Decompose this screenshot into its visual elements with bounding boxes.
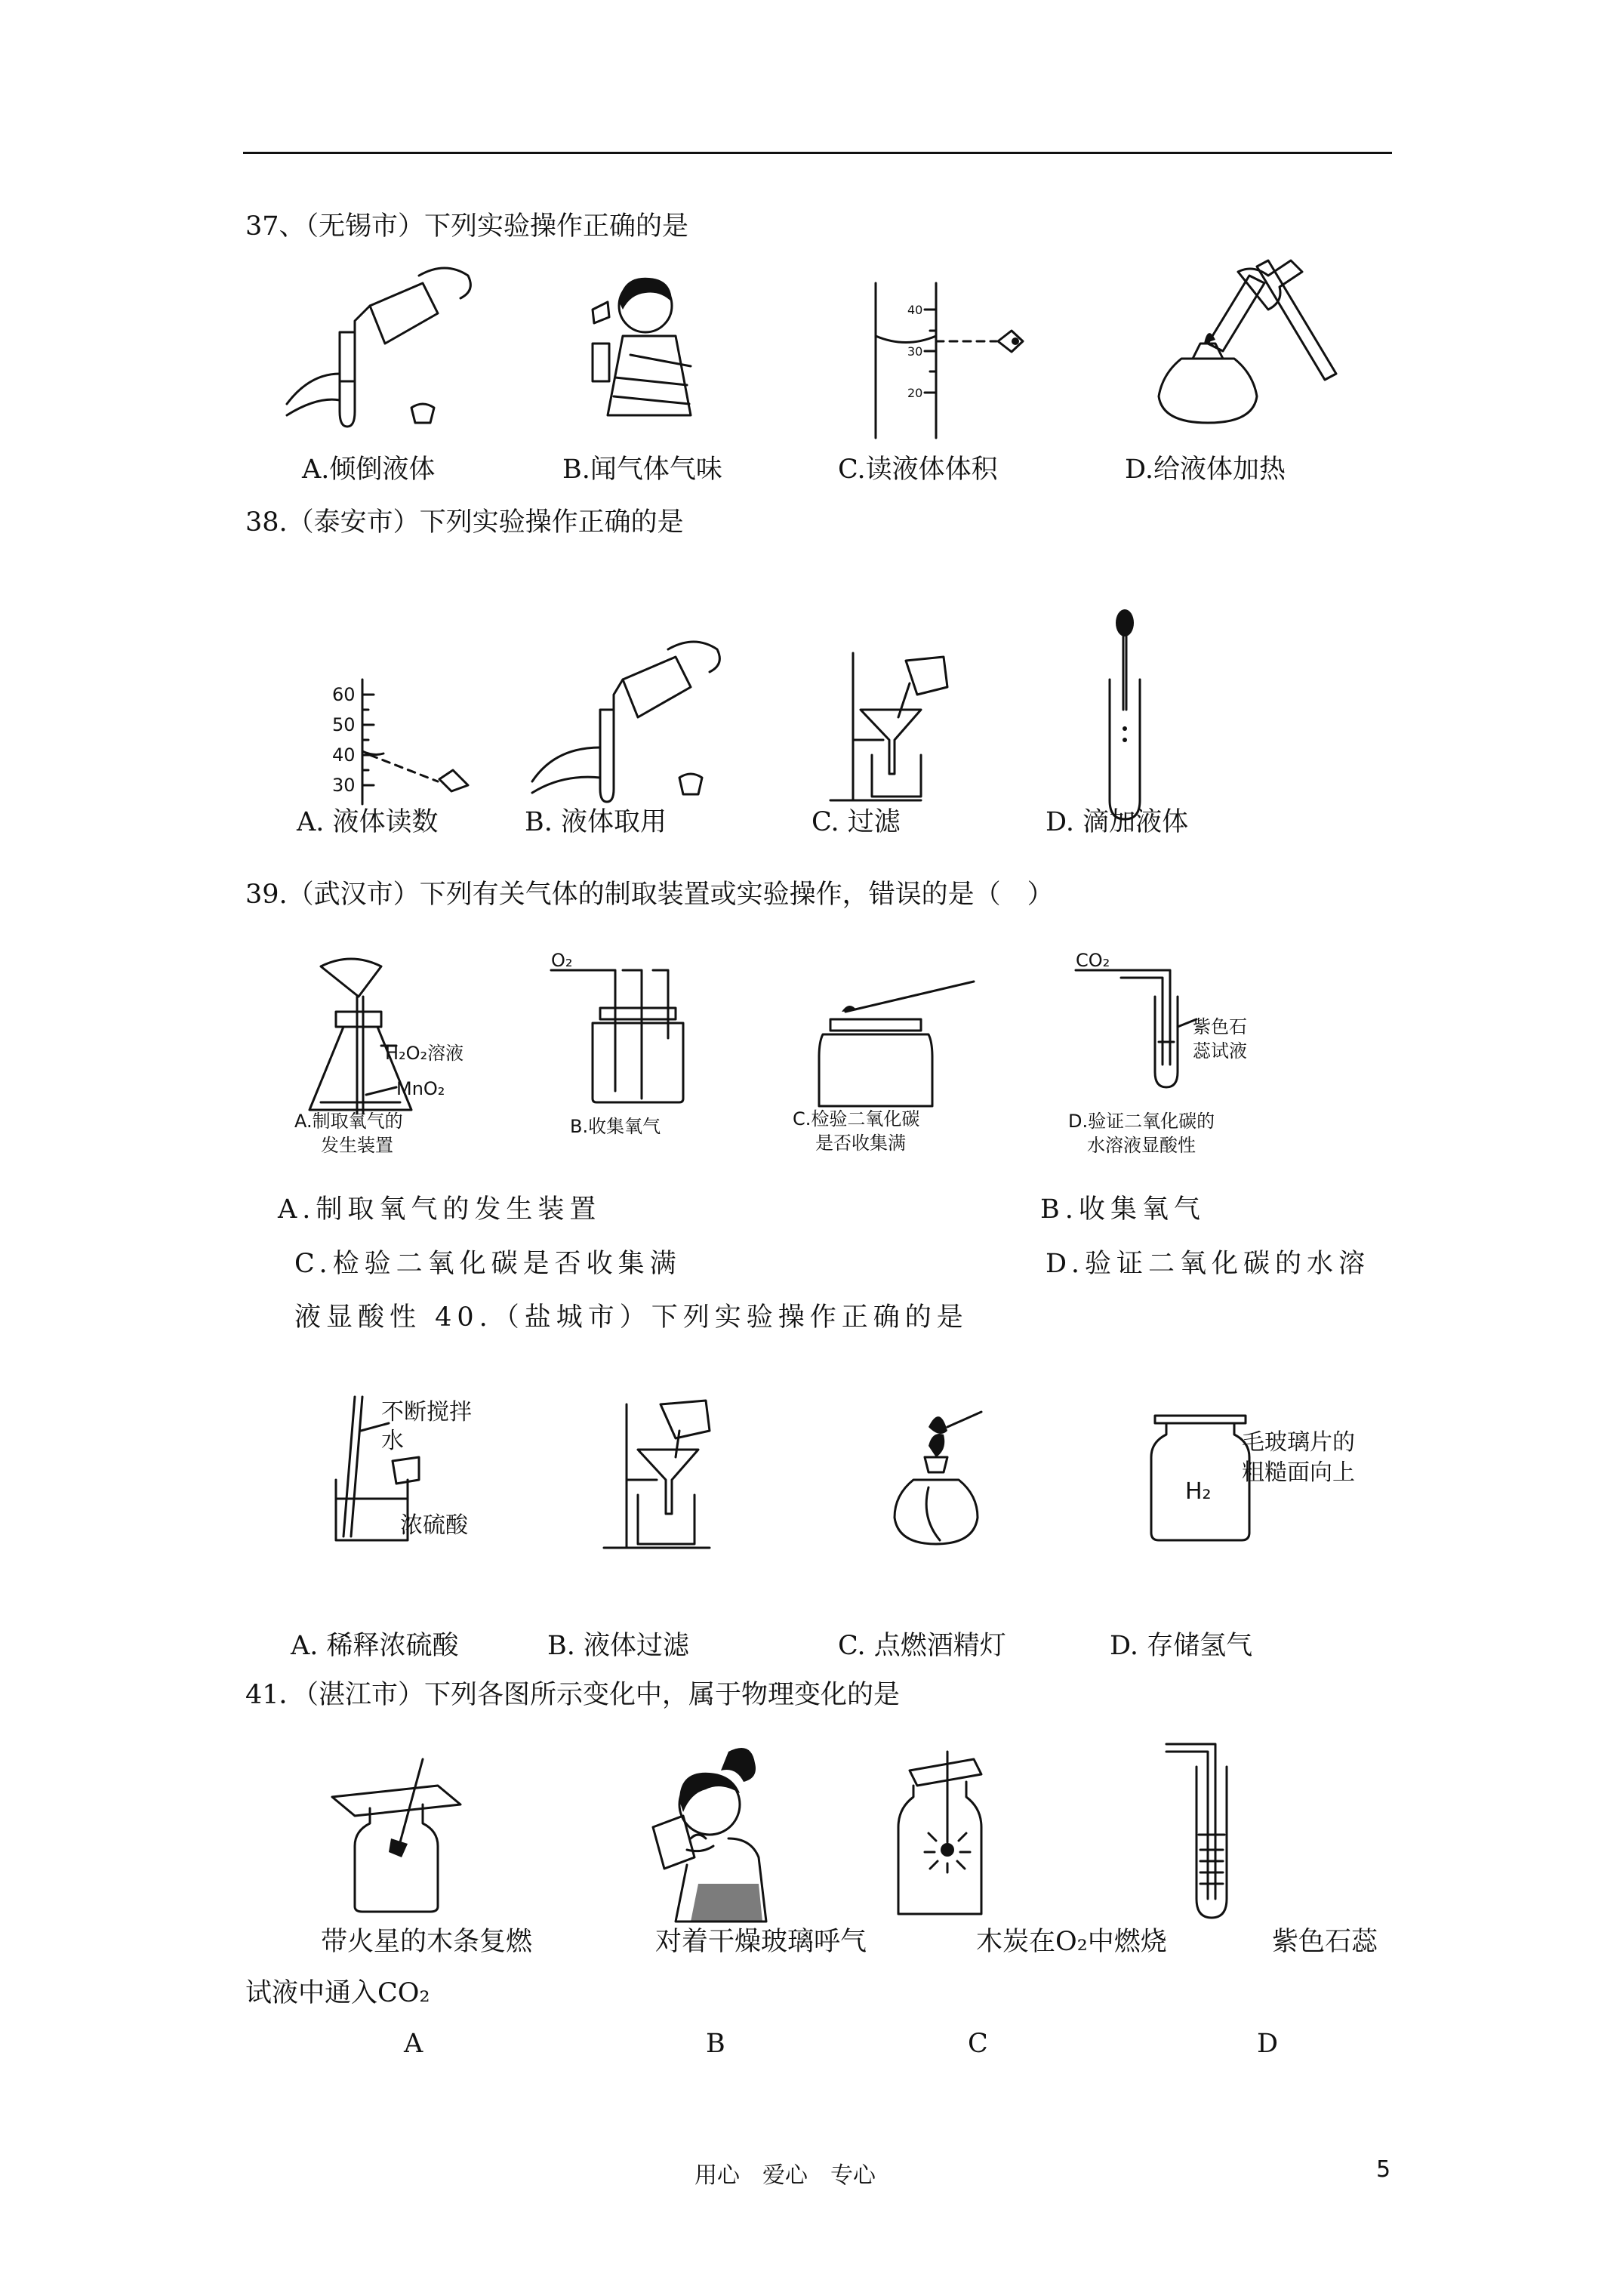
svg-text:CO₂: CO₂ [1076,950,1110,971]
svg-text:浓硫酸: 浓硫酸 [400,1512,468,1539]
q41-caption-c: 木炭在O₂中燃烧 [976,1927,1167,1957]
svg-text:60: 60 [332,684,356,705]
q41-stem: 41．（湛江市）下列各图所示变化中，属于物理变化的是 [245,1680,901,1710]
svg-text:发生装置: 发生装置 [321,1135,393,1156]
svg-text:50: 50 [332,714,356,735]
q38-fig-d-drop-liquid [1102,604,1163,826]
q37-option-b: B.闻气体气味 [562,455,722,485]
q38-fig-b-take-liquid [525,634,728,811]
q37-fig-a-pour-liquid [279,260,483,445]
q41-fig-b-breath-on-glass [645,1744,789,1928]
svg-text:D.验证二氧化碳的: D.验证二氧化碳的 [1068,1111,1215,1132]
svg-text:蕊试液: 蕊试液 [1193,1040,1247,1062]
q38-fig-c-filter [823,649,959,811]
q37-fig-b-smell-gas [562,272,713,426]
svg-text:C.检验二氧化碳: C.检验二氧化碳 [793,1108,920,1130]
q37-fig-c-read-volume [861,279,1034,448]
svg-text:水: 水 [381,1428,404,1454]
q40-option-b: B. 液体过滤 [547,1631,689,1661]
q37-option-d: D.给液体加热 [1125,455,1286,485]
header-rule [243,152,1392,154]
q40-fig-a-dilute-acid [325,1389,506,1551]
svg-text:A.制取氧气的: A.制取氧气的 [294,1111,403,1132]
q39-q40-line: 液显酸性 40.（盐城市）下列实验操作正确的是 [294,1302,969,1333]
q37-option-a: A.倾倒液体 [302,455,436,485]
svg-text:紫色石: 紫色石 [1193,1016,1247,1037]
q39-option-a: A.制取氧气的发生装置 [278,1194,602,1225]
svg-text:40: 40 [907,303,923,317]
svg-text:水溶液显酸性: 水溶液显酸性 [1087,1135,1196,1156]
q40-option-c: C. 点燃酒精灯 [838,1631,1006,1661]
q38-option-d: D. 滴加液体 [1046,807,1189,837]
q41-caption-a: 带火星的木条复燃 [321,1927,533,1957]
q39-fig-c-test-co2 [785,974,974,1158]
q41-letter-b: B [706,2029,725,2059]
q41-letter-d: D [1257,2029,1279,2059]
svg-text:是否收集满: 是否收集满 [815,1133,906,1154]
footer-motto: 用心 爱心 专心 [694,2162,876,2189]
svg-text:O₂: O₂ [551,950,573,971]
q41-letter-a: A [404,2029,423,2059]
q38-option-a: A. 液体读数 [297,807,439,837]
svg-text:毛玻璃片的: 毛玻璃片的 [1242,1429,1355,1456]
q41-fig-c-carbon-burns [891,1752,996,1928]
q40-option-a: A. 稀释浓硫酸 [291,1631,459,1661]
q41-caption-b: 对着干燥玻璃呼气 [655,1927,867,1957]
q40-option-d: D. 存储氢气 [1110,1631,1253,1661]
q38-option-c: C. 过滤 [812,807,901,837]
svg-text:B.收集氧气: B.收集氧气 [570,1116,661,1137]
q40-fig-b-filter [604,1389,740,1558]
svg-text:H₂O₂溶液: H₂O₂溶液 [385,1043,464,1064]
q41-fig-a-splint-reignites [325,1752,476,1928]
q39-stem: 39.（武汉市）下列有关气体的制取装置或实验操作，错误的是（ ） [245,880,1054,910]
q40-fig-c-light-lamp [868,1404,1019,1558]
q40-fig-d-store-hydrogen [1147,1412,1389,1551]
svg-text:40: 40 [332,744,356,766]
q41-letter-c: C [968,2029,988,2059]
q38-stem: 38.（泰安市）下列实验操作正确的是 [245,507,684,538]
q37-fig-d-heat-liquid [1117,253,1351,437]
svg-text:粗糙面向上: 粗糙面向上 [1242,1459,1355,1486]
svg-text:MnO₂: MnO₂ [396,1078,445,1099]
q37-stem: 37、（无锡市）下列实验操作正确的是 [245,211,689,242]
svg-text:不断搅拌: 不断搅拌 [381,1399,472,1425]
q38-option-b: B. 液体取用 [525,807,667,837]
svg-text:30: 30 [907,344,923,359]
q41-fig-d-co2-into-litmus [1163,1737,1253,1928]
svg-text:30: 30 [332,775,356,796]
q39-fig-d-co2-litmus [1064,944,1291,1166]
svg-text:H₂: H₂ [1185,1478,1212,1505]
q39-option-b: B.收集氧气 [1040,1194,1206,1225]
q39-option-c: C.检验二氧化碳是否收集满 [294,1249,682,1279]
page-number: 5 [1376,2156,1391,2183]
q39-fig-a-oxygen-generator [291,944,517,1166]
q39-fig-b-collect-oxygen [547,948,713,1147]
q41-caption-d-wrap: 试液中通入CO₂ [245,1978,430,2008]
q38-fig-a-read-volume [317,672,483,811]
q37-option-c: C.读液体体积 [838,455,998,485]
svg-text:20: 20 [907,386,923,400]
q41-caption-d: 紫色石蕊 [1272,1927,1378,1957]
q39-option-d: D.验证二氧化碳的水溶 [1046,1249,1370,1279]
